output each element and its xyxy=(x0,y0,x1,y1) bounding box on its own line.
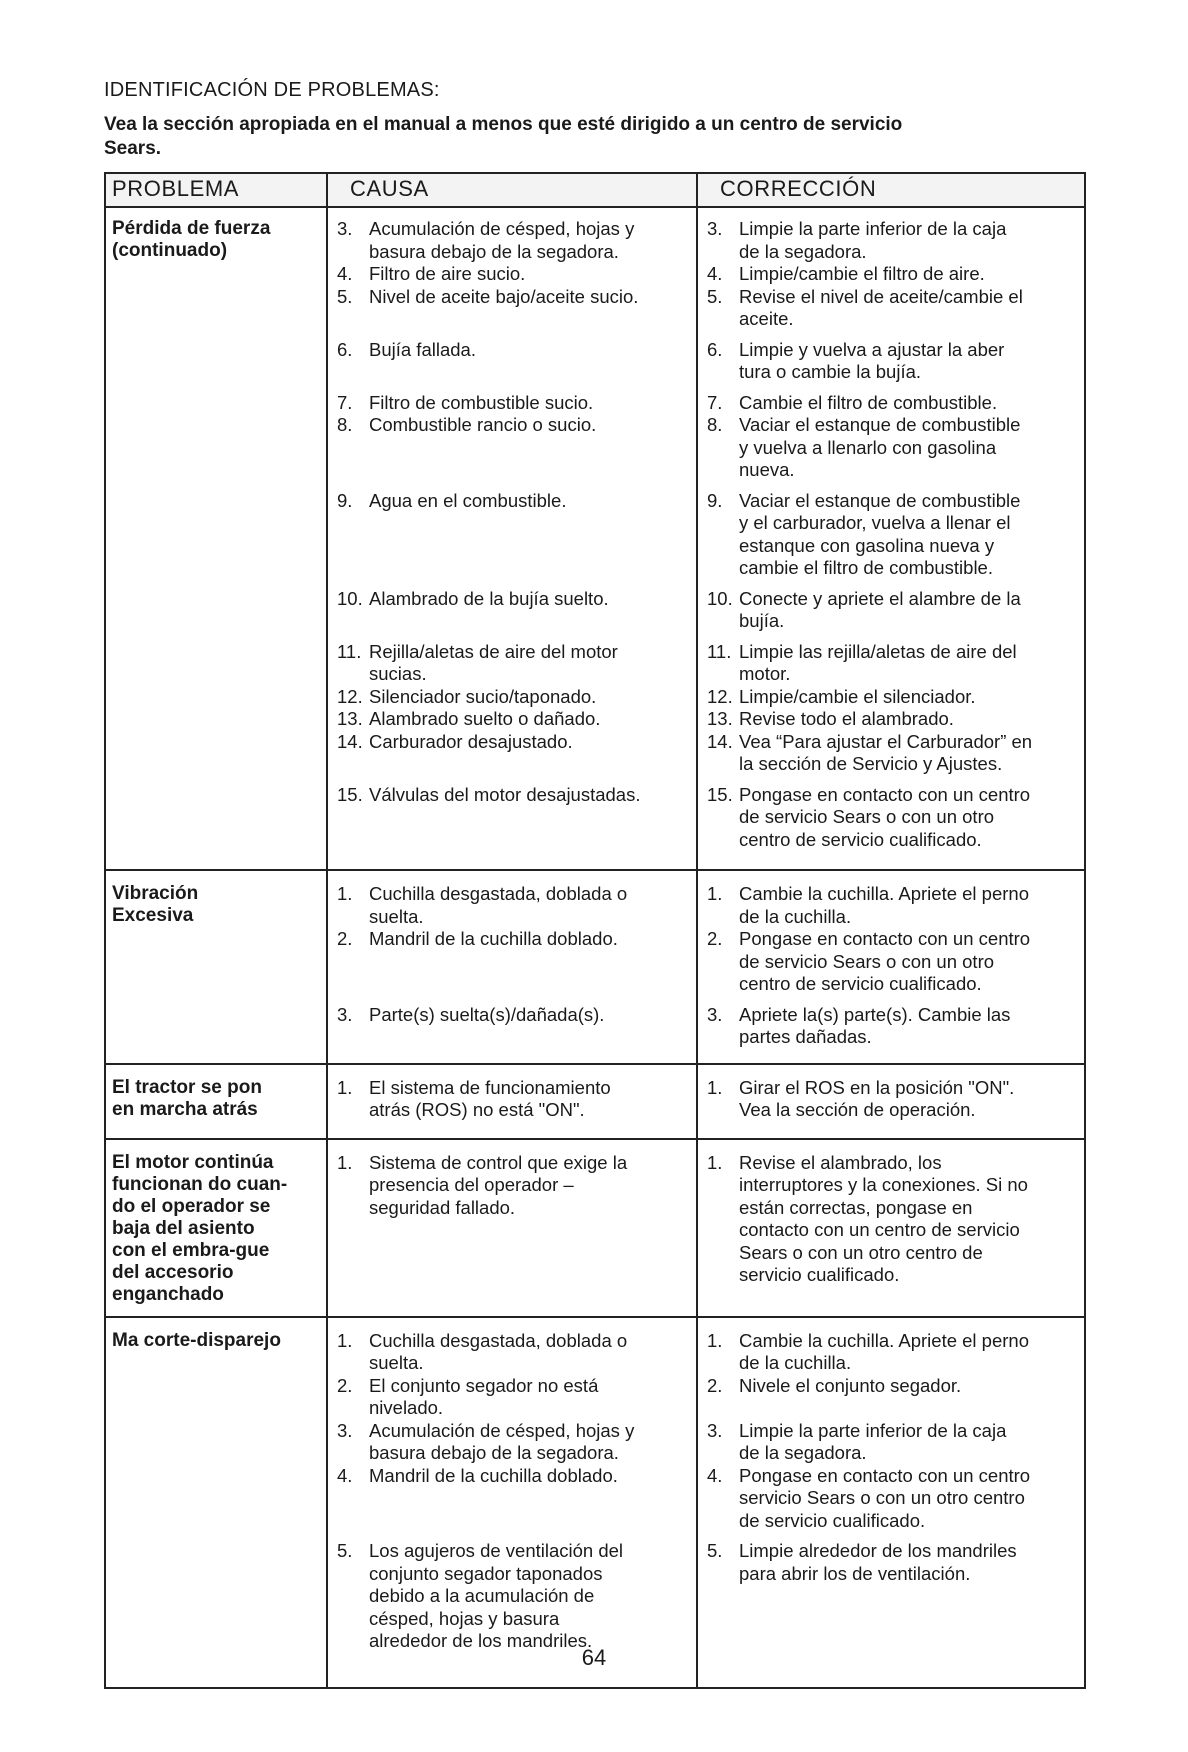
correction-item xyxy=(707,1077,1079,1122)
item-number: 3. xyxy=(707,218,723,239)
item-text-line: de la cuchilla. xyxy=(739,1352,852,1373)
correction-item xyxy=(707,286,1079,331)
correction-list xyxy=(699,883,1083,1049)
item-text-line: Filtro de aire sucio. xyxy=(369,263,526,284)
item-number: 10. xyxy=(337,587,363,609)
item-text-line: Cambie la cuchilla. Apriete el perno xyxy=(739,883,1029,904)
item-text-line: Alambrado suelto o dañado. xyxy=(369,708,601,729)
item-text-line: centro de servicio cualificado. xyxy=(739,973,982,994)
item-number: 2. xyxy=(707,928,723,949)
item-text-line: Revise el alambrado, los xyxy=(739,1151,942,1173)
page-heading: IDENTIFICACIÓN DE PROBLEMAS: xyxy=(104,79,440,101)
correction-item xyxy=(707,1540,1079,1653)
item-text-line: sucias. xyxy=(369,663,427,684)
item-number: 1. xyxy=(707,1329,723,1351)
problem-cell xyxy=(105,1139,327,1317)
item-text-line: de la cuchilla. xyxy=(739,905,852,927)
item-text-line: basura debajo de la segadora. xyxy=(369,240,619,262)
table-body xyxy=(105,207,1085,1688)
item-text-line: estanque con gasolina nueva y xyxy=(739,534,995,556)
correction-cell xyxy=(697,870,1085,1064)
correction-item xyxy=(707,928,1079,996)
item-text-line: El conjunto segador no está xyxy=(369,1374,599,1396)
item-text-line: Válvulas del motor desajustadas. xyxy=(369,783,641,805)
item-text-line: motor. xyxy=(739,663,791,684)
cause-item xyxy=(337,339,691,384)
item-text-line: Sistema de control que exige la xyxy=(369,1151,628,1173)
item-text-line: interruptores y la conexiones. Si no xyxy=(739,1174,1028,1195)
correction-cell xyxy=(697,1139,1085,1317)
item-number: 1. xyxy=(707,883,723,904)
correction-item xyxy=(707,641,1079,686)
item-text-line: están correctas, pongase en xyxy=(739,1196,973,1218)
item-text-line: Combustible rancio o sucio. xyxy=(369,414,597,435)
correction-item xyxy=(707,1152,1079,1287)
cause-item xyxy=(337,731,691,776)
problem-cell xyxy=(105,207,327,870)
item-text-line: Pongase en contacto con un centro xyxy=(739,783,1031,805)
correction-item xyxy=(707,1375,1079,1420)
item-number: 9. xyxy=(707,489,723,511)
correction-item xyxy=(707,1004,1079,1049)
table-row xyxy=(105,1317,1085,1688)
cause-list xyxy=(329,1077,695,1122)
item-text-line: Bujía fallada. xyxy=(369,338,476,360)
item-text-line: contacto con un centro de servicio xyxy=(739,1219,1020,1240)
problem-label-line: Ma corte-disparejo xyxy=(112,1329,281,1351)
item-number: 9. xyxy=(337,489,353,511)
cause-item xyxy=(337,1330,691,1375)
cause-item xyxy=(337,490,691,580)
correction-list xyxy=(699,1077,1083,1122)
item-text-line: y vuelva a llenarlo con gasolina xyxy=(739,436,997,458)
correction-item xyxy=(707,883,1079,928)
item-text-line: Acumulación de césped, hojas y xyxy=(369,1419,635,1441)
item-text-line: El sistema de funcionamiento xyxy=(369,1076,611,1098)
correction-item xyxy=(707,1465,1079,1533)
table-row xyxy=(105,870,1085,1064)
cause-cell xyxy=(327,207,697,870)
problem-label-line: El tractor se pon xyxy=(112,1076,262,1098)
item-text-line: Vaciar el estanque de combustible xyxy=(739,414,1021,435)
item-number: 4. xyxy=(707,1464,723,1486)
troubleshooting-table xyxy=(104,172,1084,1689)
cause-cell xyxy=(327,1064,697,1139)
item-text-line: Conecte y apriete el alambre de la xyxy=(739,587,1021,609)
page-subheading xyxy=(104,113,1064,161)
header-correccion: CORRECCIÓN xyxy=(697,173,1085,207)
item-text-line: Sears o con un otro centro de xyxy=(739,1241,983,1263)
header-problema: PROBLEMA xyxy=(105,173,327,207)
item-text-line: Limpie las rejilla/aletas de aire del xyxy=(739,640,1017,662)
cause-item xyxy=(337,414,691,482)
problem-label-line: El motor continúa xyxy=(112,1151,274,1173)
item-number: 4. xyxy=(707,263,723,284)
table-row xyxy=(105,1064,1085,1139)
correction-item xyxy=(707,686,1079,709)
item-number: 1. xyxy=(707,1151,723,1173)
item-text-line: para abrir los de ventilación. xyxy=(739,1562,971,1584)
item-text-line: Limpie alrededor de los mandriles xyxy=(739,1540,1017,1561)
item-text-line: basura debajo de la segadora. xyxy=(369,1442,619,1463)
item-text-line: Pongase en contacto con un centro xyxy=(739,1464,1031,1486)
item-text-line: Vaciar el estanque de combustible xyxy=(739,489,1021,511)
item-text-line: seguridad fallado. xyxy=(369,1196,516,1218)
item-number: 1. xyxy=(707,1076,723,1098)
problem-label-line: baja del asiento xyxy=(112,1217,255,1239)
item-number: 12. xyxy=(337,685,363,707)
item-number: 14. xyxy=(337,730,363,752)
item-text-line: Cuchilla desgastada, doblada o xyxy=(369,883,628,904)
problem-label-line: (continuado) xyxy=(112,240,228,261)
item-text-line: bujía. xyxy=(739,610,785,631)
item-text-line: césped, hojas y basura xyxy=(369,1607,560,1629)
item-number: 2. xyxy=(337,1374,353,1396)
item-text-line: suelta. xyxy=(369,1352,424,1373)
correction-item xyxy=(707,588,1079,633)
item-number: 3. xyxy=(707,1419,723,1441)
item-number: 11. xyxy=(337,640,362,662)
item-text-line: Vea “Para ajustar el Carburador” en xyxy=(739,730,1033,752)
subheading-line: Vea la sección apropiada en el manual a menos que esté dirigido a un centro de servicio xyxy=(104,114,903,135)
cause-item xyxy=(337,1465,691,1533)
item-text-line: Apriete la(s) parte(s). Cambie las xyxy=(739,1003,1011,1025)
item-text-line: servicio cualificado. xyxy=(739,1264,900,1285)
cause-cell xyxy=(327,1317,697,1688)
item-number: 6. xyxy=(337,338,353,360)
item-number: 13. xyxy=(707,708,733,729)
correction-item xyxy=(707,339,1079,384)
item-text-line: centro de servicio cualificado. xyxy=(739,828,982,850)
item-number: 3. xyxy=(337,1003,353,1025)
problem-label-line: Pérdida de fuerza xyxy=(112,218,271,239)
item-text-line: cambie el filtro de combustible. xyxy=(739,557,993,578)
cause-list xyxy=(329,1152,695,1287)
item-number: 15. xyxy=(707,783,733,805)
problem-label-line: Excesiva xyxy=(112,905,194,926)
correction-item xyxy=(707,414,1079,482)
item-number: 8. xyxy=(707,414,723,435)
item-text-line: de servicio Sears o con un otro xyxy=(739,806,995,827)
item-text-line: y el carburador, vuelva a llenar el xyxy=(739,512,1011,533)
problem-cell xyxy=(105,1317,327,1688)
problem-label-line: del accesorio xyxy=(112,1261,234,1283)
item-number: 12. xyxy=(707,685,733,707)
cause-item xyxy=(337,286,691,331)
correction-item xyxy=(707,490,1079,580)
cause-item xyxy=(337,588,691,633)
item-number: 6. xyxy=(707,338,723,360)
item-text-line: nivelado. xyxy=(369,1397,444,1418)
item-text-line: de la segadora. xyxy=(739,240,867,262)
correction-cell xyxy=(697,1064,1085,1139)
item-number: 15. xyxy=(337,783,363,805)
correction-item xyxy=(707,218,1079,263)
item-number: 1. xyxy=(337,883,353,904)
correction-list xyxy=(699,218,1083,851)
item-text-line: Cambie el filtro de combustible. xyxy=(739,391,998,413)
problem-cell xyxy=(105,870,327,1064)
correction-item xyxy=(707,731,1079,776)
cause-list xyxy=(329,1330,695,1653)
header-causa: CAUSA xyxy=(327,173,697,207)
item-text-line: Cambie la cuchilla. Apriete el perno xyxy=(739,1329,1029,1351)
item-number: 13. xyxy=(337,708,363,729)
item-text-line: Cuchilla desgastada, doblada o xyxy=(369,1329,628,1351)
item-number: 3. xyxy=(707,1003,723,1025)
item-number: 14. xyxy=(707,730,733,752)
cause-list xyxy=(329,883,695,1049)
cause-item xyxy=(337,1375,691,1420)
item-number: 5. xyxy=(707,285,723,307)
correction-item xyxy=(707,1420,1079,1465)
cause-item xyxy=(337,708,691,731)
item-text-line: tura o cambie la bujía. xyxy=(739,361,922,382)
item-text-line: de servicio Sears o con un otro xyxy=(739,950,995,972)
item-text-line: la sección de Servicio y Ajustes. xyxy=(739,753,1003,774)
item-text-line: alrededor de los mandriles. xyxy=(369,1630,593,1651)
item-text-line: Filtro de combustible sucio. xyxy=(369,391,594,413)
item-number: 7. xyxy=(707,391,723,413)
table-header-row xyxy=(105,173,1085,207)
item-text-line: atrás (ROS) no está "ON". xyxy=(369,1099,585,1120)
item-text-line: conjunto segador taponados xyxy=(369,1562,603,1584)
correction-item xyxy=(707,784,1079,852)
item-text-line: servicio Sears o con un otro centro xyxy=(739,1487,1025,1508)
cause-item xyxy=(337,392,691,415)
item-text-line: Limpie la parte inferior de la caja xyxy=(739,1419,1007,1441)
item-number: 5. xyxy=(337,1540,353,1561)
table-row xyxy=(105,207,1085,870)
item-text-line: Limpie la parte inferior de la caja xyxy=(739,218,1007,239)
item-text-line: partes dañadas. xyxy=(739,1026,872,1047)
correction-item xyxy=(707,1330,1079,1375)
item-number: 7. xyxy=(337,391,353,413)
problem-label-line: enganchado xyxy=(112,1283,224,1305)
table-row xyxy=(105,1139,1085,1317)
item-text-line: presencia del operador – xyxy=(369,1174,574,1195)
cause-cell xyxy=(327,1139,697,1317)
item-number: 3. xyxy=(337,1419,353,1441)
cause-item xyxy=(337,263,691,286)
item-number: 5. xyxy=(337,285,353,307)
problems-table xyxy=(104,172,1086,1689)
correction-cell xyxy=(697,1317,1085,1688)
cause-item xyxy=(337,784,691,852)
cause-item xyxy=(337,1004,691,1049)
subheading-line: Sears. xyxy=(104,138,162,159)
correction-cell xyxy=(697,207,1085,870)
item-text-line: de la segadora. xyxy=(739,1442,867,1463)
item-text-line: de servicio cualificado. xyxy=(739,1509,926,1531)
problem-cell xyxy=(105,1064,327,1139)
cause-item xyxy=(337,883,691,928)
item-text-line: Los agujeros de ventilación del xyxy=(369,1540,624,1561)
item-text-line: Limpie/cambie el filtro de aire. xyxy=(739,263,985,284)
item-text-line: Alambrado de la bujía suelto. xyxy=(369,587,609,609)
item-number: 10. xyxy=(707,587,733,609)
item-text-line: aceite. xyxy=(739,308,794,329)
item-text-line: nueva. xyxy=(739,459,795,480)
item-number: 11. xyxy=(707,640,732,662)
correction-item xyxy=(707,263,1079,286)
item-text-line: Revise todo el alambrado. xyxy=(739,708,954,729)
item-number: 1. xyxy=(337,1151,353,1173)
page-number: 64 xyxy=(581,1645,607,1670)
cause-item xyxy=(337,928,691,996)
item-number: 2. xyxy=(707,1374,723,1396)
cause-item xyxy=(337,1077,691,1122)
item-text-line: Limpie y vuelva a ajustar la aber xyxy=(739,338,1005,360)
item-text-line: Acumulación de césped, hojas y xyxy=(369,218,635,239)
correction-list xyxy=(699,1152,1083,1287)
item-text-line: Mandril de la cuchilla doblado. xyxy=(369,928,618,949)
item-number: 3. xyxy=(337,218,353,239)
item-text-line: Carburador desajustado. xyxy=(369,730,573,752)
item-number: 8. xyxy=(337,414,353,435)
cause-list xyxy=(329,218,695,851)
item-text-line: Rejilla/aletas de aire del motor xyxy=(369,640,618,662)
item-number: 1. xyxy=(337,1329,353,1351)
cause-cell xyxy=(327,870,697,1064)
item-number: 1. xyxy=(337,1076,353,1098)
item-text-line: Vea la sección de operación. xyxy=(739,1099,976,1120)
correction-list xyxy=(699,1330,1083,1653)
item-text-line: suelta. xyxy=(369,905,424,927)
item-text-line: Nivele el conjunto segador. xyxy=(739,1374,962,1396)
problem-label-line: en marcha atrás xyxy=(112,1098,258,1120)
item-text-line: Mandril de la cuchilla doblado. xyxy=(369,1464,618,1486)
item-number: 4. xyxy=(337,263,353,284)
item-text-line: Revise el nivel de aceite/cambie el xyxy=(739,285,1023,307)
item-text-line: Girar el ROS en la posición "ON". xyxy=(739,1076,1015,1098)
item-text-line: Parte(s) suelta(s)/dañada(s). xyxy=(369,1003,605,1025)
cause-item xyxy=(337,686,691,709)
item-text-line: Agua en el combustible. xyxy=(369,489,567,511)
item-text-line: Silenciador sucio/taponado. xyxy=(369,685,597,707)
problem-label-line: do el operador se xyxy=(112,1195,271,1217)
item-text-line: Limpie/cambie el silenciador. xyxy=(739,685,976,707)
item-text-line: debido a la acumulación de xyxy=(369,1585,595,1606)
item-text-line: Nivel de aceite bajo/aceite sucio. xyxy=(369,285,639,307)
cause-item xyxy=(337,641,691,686)
correction-item xyxy=(707,708,1079,731)
cause-item xyxy=(337,1420,691,1465)
item-number: 2. xyxy=(337,928,353,949)
correction-item xyxy=(707,392,1079,415)
item-number: 5. xyxy=(707,1540,723,1561)
item-text-line: Pongase en contacto con un centro xyxy=(739,928,1031,949)
problem-label-line: funcionan do cuan- xyxy=(112,1173,288,1195)
cause-item xyxy=(337,1152,691,1287)
problem-label-line: Vibración xyxy=(112,883,199,904)
cause-item xyxy=(337,218,691,263)
item-number: 4. xyxy=(337,1464,353,1486)
problem-label-line: con el embra-gue xyxy=(112,1239,270,1261)
cause-item xyxy=(337,1540,691,1653)
